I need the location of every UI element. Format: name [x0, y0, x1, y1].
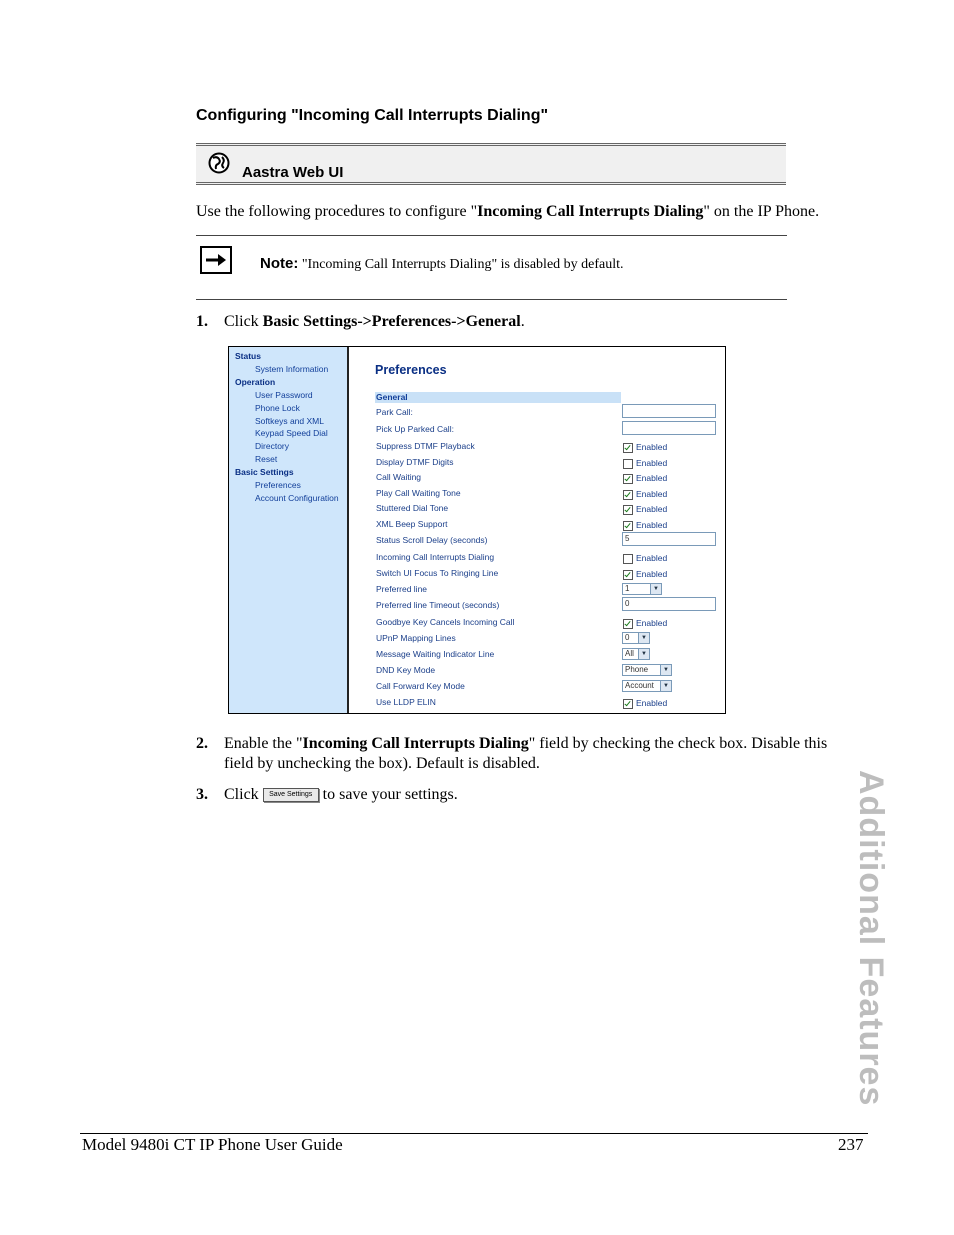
setting-checkbox[interactable] — [623, 489, 667, 500]
setting-label: Message Waiting Indicator Line — [376, 649, 495, 659]
setting-label: Pick Up Parked Call: — [376, 424, 454, 434]
chevron-down-icon[interactable]: ▼ — [638, 633, 649, 643]
setting-dropdown[interactable] — [622, 583, 662, 595]
checkbox-label: Enabled — [636, 473, 668, 483]
side-tab-label: Additional Features — [852, 770, 890, 1107]
intro-paragraph: Use the following procedures to configure "Incoming Call Interrupts Dialing" on the IP Phone. — [196, 203, 820, 220]
checkbox-label: Enabled — [636, 618, 668, 628]
nav-item[interactable]: Operation — [235, 376, 276, 387]
checkbox-label: Enabled — [636, 489, 668, 499]
divider — [196, 299, 787, 300]
section-heading: Configuring "Incoming Call Interrupts Dialing" — [196, 107, 549, 124]
web-ui-screenshot — [228, 346, 726, 714]
checked-box-icon[interactable] — [623, 490, 633, 500]
setting-checkbox[interactable] — [623, 473, 667, 484]
nav-item[interactable]: Softkeys and XML — [255, 415, 324, 426]
unchecked-box-icon[interactable] — [623, 459, 633, 469]
setting-label: XML Beep Support — [376, 519, 448, 529]
setting-label: Incoming Call Interrupts Dialing — [376, 552, 495, 562]
footer-rule — [80, 1133, 868, 1134]
setting-label: Status Scroll Delay (seconds) — [376, 535, 488, 545]
setting-label: UPnP Mapping Lines — [376, 633, 456, 643]
checkbox-label: Enabled — [636, 553, 668, 563]
chevron-down-icon[interactable]: ▼ — [660, 681, 671, 691]
nav-item[interactable]: Account Configuration — [255, 492, 339, 503]
setting-label: Park Call: — [376, 407, 413, 417]
setting-dropdown[interactable] — [622, 648, 650, 660]
general-section-bar — [375, 392, 621, 403]
dropdown-value: Phone — [625, 665, 649, 674]
setting-dropdown[interactable] — [622, 632, 650, 644]
checked-box-icon[interactable] — [623, 505, 633, 515]
setting-label: Display DTMF Digits — [376, 457, 454, 467]
chevron-down-icon[interactable]: ▼ — [638, 649, 649, 659]
checkbox-label: Enabled — [636, 520, 668, 530]
setting-label: Suppress DTMF Playback — [376, 441, 475, 451]
setting-label: Call Forward Key Mode — [376, 681, 465, 691]
setting-checkbox[interactable] — [623, 458, 667, 469]
nav-item[interactable]: Basic Settings — [235, 467, 294, 478]
setting-text-field[interactable]: 0 — [622, 597, 716, 611]
setting-label: Preferred line — [376, 584, 428, 594]
setting-checkbox[interactable] — [623, 504, 667, 515]
dropdown-value: All — [625, 649, 634, 658]
globe-icon — [208, 152, 230, 174]
setting-checkbox[interactable] — [623, 698, 667, 709]
nav-item[interactable]: Phone Lock — [255, 402, 300, 413]
note-arrow-icon — [200, 246, 232, 274]
nav-item[interactable]: Directory — [255, 441, 290, 452]
setting-label: DND Key Mode — [376, 665, 436, 675]
checked-box-icon[interactable] — [623, 521, 633, 531]
setting-label: Switch UI Focus To Ringing Line — [376, 568, 499, 578]
setting-checkbox[interactable] — [623, 442, 667, 453]
nav-item[interactable]: Status — [235, 351, 261, 361]
setting-text-field[interactable] — [622, 404, 716, 418]
nav-item[interactable]: Keypad Speed Dial — [255, 428, 328, 439]
page-number: 237 — [838, 1135, 864, 1154]
setting-dropdown[interactable] — [622, 680, 672, 692]
setting-label: Preferred line Timeout (seconds) — [376, 600, 500, 610]
preferences-title: Preferences — [375, 363, 447, 377]
setting-label: Play Call Waiting Tone — [376, 488, 461, 498]
general-section-label: General — [376, 392, 408, 402]
setting-checkbox[interactable] — [623, 569, 667, 580]
setting-text-field[interactable] — [622, 421, 716, 435]
checkbox-label: Enabled — [636, 458, 668, 468]
chevron-down-icon[interactable]: ▼ — [660, 665, 671, 675]
note-text: Note: "Incoming Call Interrupts Dialing" is disabled by default. — [260, 255, 624, 272]
nav-sidebar — [229, 347, 349, 713]
checkbox-label: Enabled — [636, 569, 668, 579]
setting-label: Stuttered Dial Tone — [376, 503, 449, 513]
setting-checkbox[interactable] — [623, 553, 667, 564]
nav-item[interactable]: User Password — [255, 389, 313, 400]
checked-box-icon[interactable] — [623, 474, 633, 484]
dropdown-value: 0 — [625, 633, 630, 642]
nav-item[interactable]: Preferences — [255, 480, 301, 490]
checked-box-icon[interactable] — [623, 619, 633, 629]
dropdown-value: Account — [625, 681, 654, 690]
checked-box-icon[interactable] — [623, 443, 633, 453]
checkbox-label: Enabled — [636, 504, 668, 514]
dropdown-value: 1 — [625, 584, 630, 593]
checkbox-label: Enabled — [636, 698, 668, 708]
setting-label: Call Waiting — [376, 472, 422, 482]
setting-text-field[interactable]: 5 — [622, 532, 716, 546]
webui-label: Aastra Web UI — [242, 164, 344, 181]
footer-title: Model 9480i CT IP Phone User Guide — [82, 1135, 343, 1154]
chevron-down-icon[interactable]: ▼ — [650, 584, 661, 594]
setting-checkbox[interactable] — [623, 618, 667, 629]
checked-box-icon[interactable] — [623, 570, 633, 580]
webui-banner — [196, 143, 786, 185]
nav-item[interactable]: Reset — [255, 454, 278, 465]
checkbox-label: Enabled — [636, 442, 668, 452]
setting-dropdown[interactable] — [622, 664, 672, 676]
save-settings-button[interactable]: Save Settings — [263, 788, 319, 802]
setting-label: Use LLDP ELIN — [376, 697, 436, 707]
divider — [196, 235, 787, 236]
side-tab — [852, 770, 920, 1110]
setting-checkbox[interactable] — [623, 520, 667, 531]
unchecked-box-icon[interactable] — [623, 554, 633, 564]
checked-box-icon[interactable] — [623, 699, 633, 709]
setting-label: Goodbye Key Cancels Incoming Call — [376, 617, 515, 627]
nav-item[interactable]: System Information — [255, 363, 329, 374]
